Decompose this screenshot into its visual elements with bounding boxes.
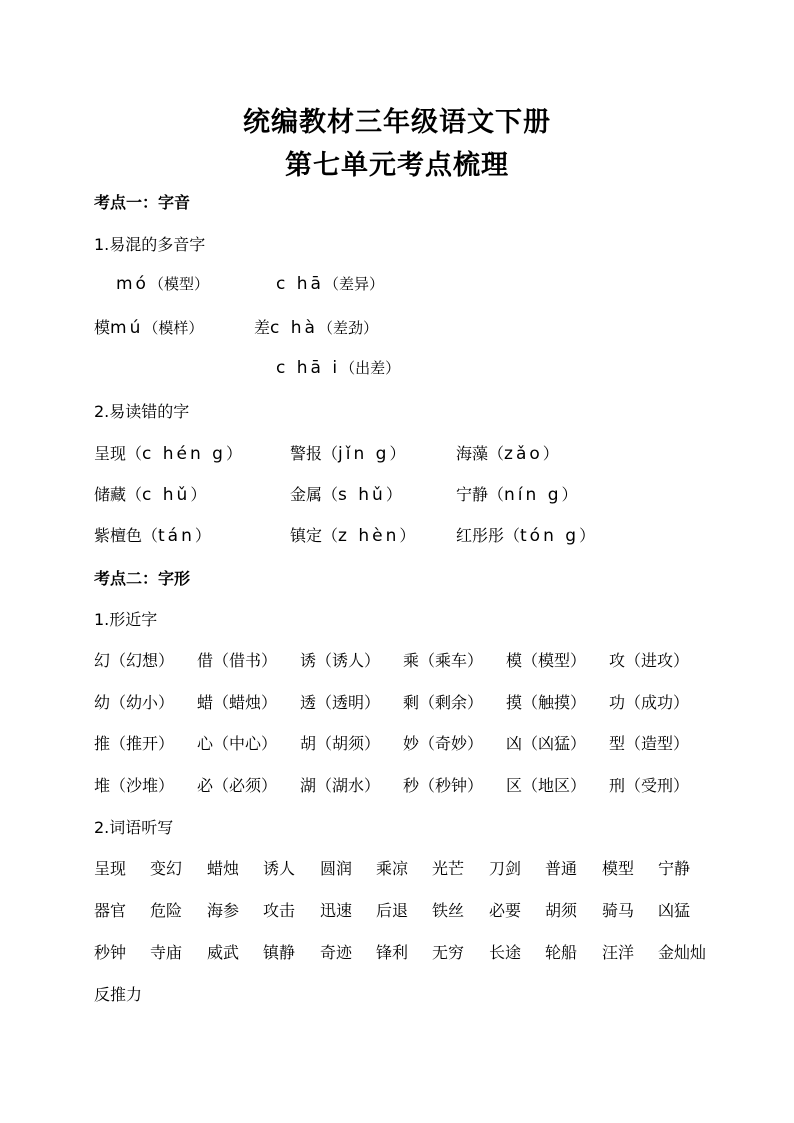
similar-char-item: 透（透明） xyxy=(300,693,381,712)
misread-pinyin: jǐn g xyxy=(338,444,390,464)
similar-char-item: 秒（秒钟） xyxy=(403,776,484,795)
dictation-word: 无穷 xyxy=(432,943,465,962)
dictation-word: 长途 xyxy=(489,943,522,962)
dictation-word: 攻击 xyxy=(263,901,296,920)
dictation-word: 变幻 xyxy=(150,859,183,878)
cha-reading-2 xyxy=(254,315,378,338)
section2-heading: 考点二：字形 xyxy=(94,569,191,588)
misread-pinyin: z hèn xyxy=(338,526,400,546)
dictation-word: 普通 xyxy=(545,859,578,878)
cha-word-1: （差异） xyxy=(323,275,384,293)
similar-char-item: 湖（湖水） xyxy=(300,776,381,795)
similar-char-item: 功（成功） xyxy=(609,693,690,712)
dictation-word: 秒钟 xyxy=(94,943,127,962)
dictation-word: 乘凉 xyxy=(376,859,409,878)
misread-close-paren: ） xyxy=(225,444,242,463)
cha-pinyin-1: c hā xyxy=(276,274,324,294)
misread-pinyin: zǎo xyxy=(504,444,543,464)
dictation-word: 危险 xyxy=(150,901,183,920)
mo-pinyin-2: mú xyxy=(110,318,144,338)
dictation-word: 铁丝 xyxy=(432,901,465,920)
cha-reading-3 xyxy=(276,357,400,378)
misread-word: 呈现（ xyxy=(94,444,143,463)
mo-reading-1 xyxy=(116,273,209,294)
misread-word: 海藻（ xyxy=(456,444,505,463)
dictation-word: 圆润 xyxy=(320,859,353,878)
misread-close-paren: ） xyxy=(389,444,406,463)
similar-char-item: 胡（胡须） xyxy=(300,734,381,753)
misread-item xyxy=(290,523,415,546)
misread-word: 储藏（ xyxy=(94,485,143,504)
cha-char: 差 xyxy=(254,318,271,337)
mo-word-1: （模型） xyxy=(148,275,209,293)
similar-char-item: 幼（幼小） xyxy=(94,693,175,712)
mo-word-2: （模样） xyxy=(143,319,204,337)
cha-reading-1 xyxy=(276,273,384,294)
misread-item xyxy=(94,441,242,464)
misread-pinyin: nín g xyxy=(504,485,562,505)
section1-sub1-heading: 1.易混的多音字 xyxy=(94,235,206,254)
similar-char-item: 堆（沙堆） xyxy=(94,776,175,795)
misread-pinyin: tán xyxy=(158,526,195,546)
dictation-word: 呈现 xyxy=(94,859,127,878)
dictation-word: 后退 xyxy=(376,901,409,920)
similar-char-item: 乘（乘车） xyxy=(403,651,484,670)
dictation-word: 锋利 xyxy=(376,943,409,962)
misread-pinyin: c hǔ xyxy=(142,485,191,505)
misread-close-paren: ） xyxy=(561,485,578,504)
misread-item xyxy=(456,482,578,505)
dictation-word: 必要 xyxy=(489,901,522,920)
misread-pinyin: c hén g xyxy=(142,444,226,464)
similar-char-item: 摸（触摸） xyxy=(506,693,587,712)
dictation-word: 诱人 xyxy=(263,859,296,878)
similar-char-item: 心（中心） xyxy=(197,734,278,753)
mo-pinyin-1: mó xyxy=(116,274,149,294)
similar-char-item: 借（借书） xyxy=(197,651,278,670)
misread-close-paren: ） xyxy=(194,526,211,545)
dictation-word: 反推力 xyxy=(94,985,143,1004)
cha-pinyin-3: c hā i xyxy=(276,358,341,378)
misread-word: 警报（ xyxy=(290,444,339,463)
misread-pinyin: s hǔ xyxy=(338,485,386,505)
misread-word: 镇定（ xyxy=(290,526,339,545)
misread-close-paren: ） xyxy=(542,444,559,463)
misread-word: 红彤彤（ xyxy=(456,526,521,545)
misread-item xyxy=(456,441,559,464)
dictation-word: 光芒 xyxy=(432,859,465,878)
section1-heading: 考点一：字音 xyxy=(94,193,191,212)
dictation-word: 寺庙 xyxy=(150,943,183,962)
mo-char: 模 xyxy=(94,318,111,337)
dictation-word: 刀剑 xyxy=(489,859,522,878)
similar-char-item: 必（必须） xyxy=(197,776,278,795)
document-title-line2: 第七单元考点梳理 xyxy=(285,150,509,181)
dictation-word: 奇迹 xyxy=(320,943,353,962)
similar-char-item: 幻（幻想） xyxy=(94,651,175,670)
misread-close-paren: ） xyxy=(399,526,416,545)
cha-word-3: （出差） xyxy=(340,359,401,377)
dictation-word: 海参 xyxy=(207,901,240,920)
misread-word: 金属（ xyxy=(290,485,339,504)
dictation-word: 模型 xyxy=(602,859,635,878)
misread-item xyxy=(290,482,402,505)
similar-char-item: 模（模型） xyxy=(506,651,587,670)
dictation-word: 胡须 xyxy=(545,901,578,920)
section2-sub2-heading: 2.词语听写 xyxy=(94,818,174,837)
similar-char-item: 推（推开） xyxy=(94,734,175,753)
dictation-word: 宁静 xyxy=(658,859,691,878)
document-title-line1: 统编教材三年级语文下册 xyxy=(243,107,551,138)
misread-close-paren: ） xyxy=(190,485,207,504)
misread-item xyxy=(290,441,405,464)
dictation-word: 蜡烛 xyxy=(207,859,240,878)
misread-pinyin: tón g xyxy=(520,526,580,546)
dictation-word: 威武 xyxy=(207,943,240,962)
dictation-word: 凶猛 xyxy=(658,901,691,920)
similar-char-item: 区（地区） xyxy=(506,776,587,795)
dictation-word: 骑马 xyxy=(602,901,635,920)
misread-close-paren: ） xyxy=(385,485,402,504)
similar-char-item: 诱（诱人） xyxy=(300,651,381,670)
similar-char-item: 型（造型） xyxy=(609,734,690,753)
cha-word-2: （差劲） xyxy=(317,319,378,337)
cha-pinyin-2: c hà xyxy=(270,318,318,338)
similar-char-item: 剩（剩余） xyxy=(403,693,484,712)
misread-word: 宁静（ xyxy=(456,485,505,504)
similar-char-item: 凶（凶猛） xyxy=(506,734,587,753)
mo-reading-2 xyxy=(94,315,203,338)
dictation-word: 金灿灿 xyxy=(658,943,707,962)
misread-item xyxy=(456,523,595,546)
misread-item xyxy=(94,482,206,505)
dictation-word: 汪洋 xyxy=(602,943,635,962)
misread-item xyxy=(94,523,211,546)
dictation-word: 轮船 xyxy=(545,943,578,962)
section1-sub2-heading: 2.易读错的字 xyxy=(94,402,190,421)
similar-char-item: 蜡（蜡烛） xyxy=(197,693,278,712)
section2-sub1-heading: 1.形近字 xyxy=(94,610,158,629)
dictation-word: 镇静 xyxy=(263,943,296,962)
misread-word: 紫檀色（ xyxy=(94,526,159,545)
dictation-word: 迅速 xyxy=(320,901,353,920)
similar-char-item: 妙（奇妙） xyxy=(403,734,484,753)
misread-close-paren: ） xyxy=(579,526,596,545)
similar-char-item: 刑（受刑） xyxy=(609,776,690,795)
similar-char-item: 攻（进攻） xyxy=(609,651,690,670)
dictation-word: 器官 xyxy=(94,901,127,920)
